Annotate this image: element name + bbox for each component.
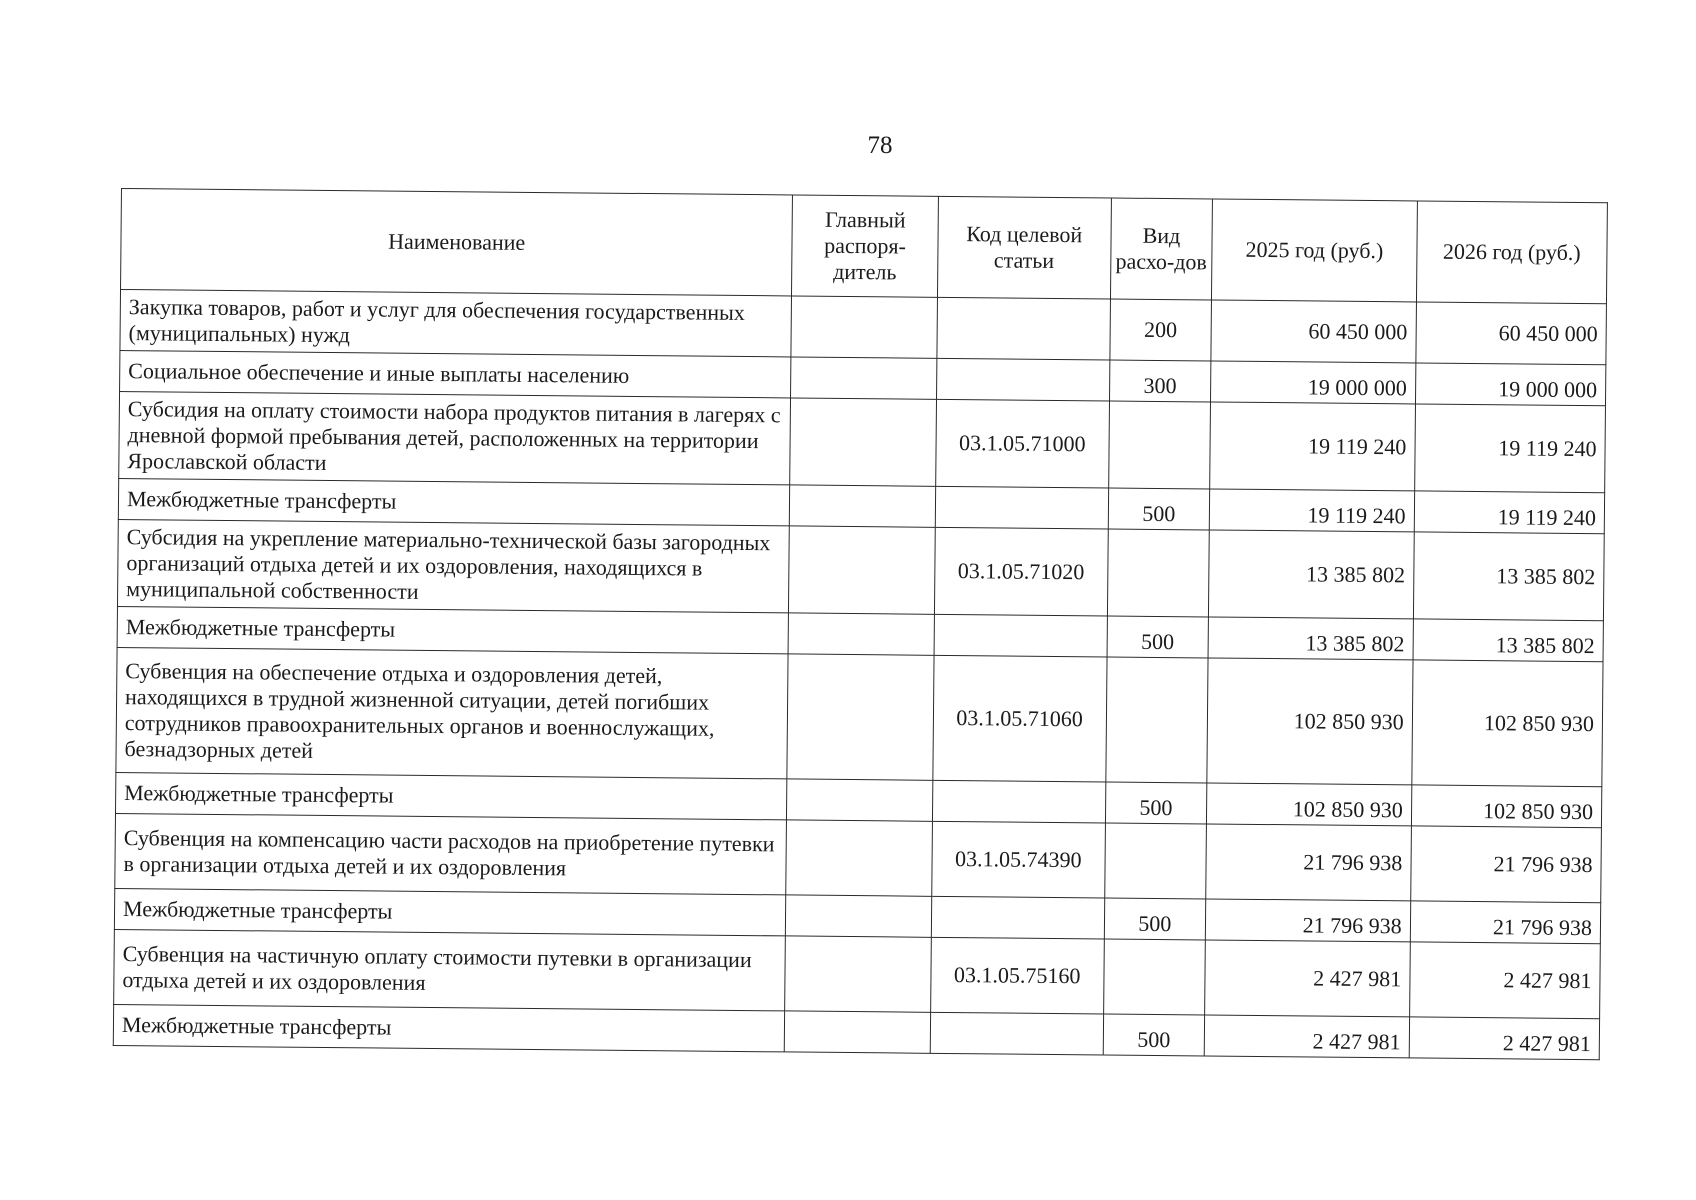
table-row [119, 391, 1606, 492]
cell-code: 03.1.05.71020 [934, 527, 1108, 616]
cell-kind [1108, 401, 1211, 489]
budget-table [113, 188, 1608, 1060]
cell-code: 03.1.05.75160 [930, 937, 1103, 1014]
cell-2026: 2 427 981 [1409, 1017, 1600, 1060]
cell-2026: 102 850 930 [1412, 660, 1603, 787]
cell-2026: 19 119 240 [1414, 491, 1605, 534]
cell-code: 03.1.05.71060 [933, 655, 1107, 782]
cell-kind [1107, 529, 1210, 617]
cell-admin [791, 357, 937, 399]
cell-2025: 2 427 981 [1204, 1015, 1409, 1058]
cell-2026: 21 796 938 [1410, 826, 1601, 903]
cell-name: Субвенция на частичную оплату стоимости путевки в организации отдыха детей и их оздоровления [114, 929, 786, 1010]
cell-name: Субсидия на оплату стоимости набора продуктов питания в лагерях с дневной формой пребывания детей, расположенных на территории Ярославской области [119, 391, 791, 484]
cell-2025: 102 850 930 [1207, 783, 1412, 826]
cell-kind [1105, 657, 1208, 783]
cell-2025: 19 119 240 [1210, 402, 1415, 491]
cell-kind [1104, 823, 1206, 899]
table-row [114, 929, 1601, 1018]
cell-code [936, 358, 1109, 401]
cell-admin [789, 526, 935, 614]
cell-2026: 21 796 938 [1410, 901, 1601, 944]
cell-kind: 200 [1109, 299, 1211, 361]
cell-2026: 2 427 981 [1409, 942, 1600, 1019]
cell-2025: 19 000 000 [1211, 361, 1416, 404]
cell-2026: 60 450 000 [1416, 302, 1607, 365]
cell-2025: 21 796 938 [1206, 824, 1411, 901]
cell-kind [1103, 939, 1205, 1015]
cell-code [930, 1012, 1103, 1055]
cell-2026: 13 385 802 [1413, 619, 1604, 662]
cell-name: Субвенция на обеспечение отдыха и оздоровления детей, находящихся в трудной жизненной ситуации, детей погибших сотрудников правоохранительных органов и военнослужащих, безнадзорных детей [116, 647, 789, 778]
header-admin: Главный распоря-дитель [792, 195, 938, 297]
table-row [115, 813, 1602, 902]
cell-kind: 500 [1107, 616, 1209, 658]
cell-2025: 19 119 240 [1210, 489, 1415, 532]
cell-code [931, 896, 1104, 939]
header-2025: 2025 год (руб.) [1212, 199, 1417, 302]
cell-name: Межбюджетные трансферты [114, 888, 786, 935]
cell-2025: 21 796 938 [1206, 899, 1411, 942]
cell-2026: 102 850 930 [1411, 785, 1602, 828]
cell-code [932, 780, 1105, 823]
cell-name: Межбюджетные трансферты [115, 772, 787, 819]
cell-kind: 500 [1103, 1014, 1205, 1056]
header-code: Код целевой статьи [937, 196, 1111, 299]
cell-admin [787, 654, 934, 780]
cell-code [935, 486, 1108, 529]
cell-kind: 300 [1109, 360, 1211, 402]
table-row [116, 647, 1603, 786]
cell-2025: 102 850 930 [1207, 658, 1413, 785]
page-number: 78 [867, 132, 893, 159]
cell-2026: 13 385 802 [1413, 532, 1604, 621]
cell-name: Межбюджетные трансферты [118, 478, 790, 525]
cell-admin [791, 296, 937, 358]
cell-code: 03.1.05.74390 [932, 821, 1105, 898]
cell-name: Межбюджетные трансферты [117, 606, 789, 653]
table-row [117, 519, 1604, 620]
cell-name: Социальное обеспечение и иные выплаты населению [120, 350, 792, 397]
cell-name: Межбюджетные трансферты [113, 1004, 785, 1051]
cell-admin [788, 613, 934, 655]
cell-name: Субвенция на компенсацию части расходов на приобретение путевки в организации отдыха детей и их оздоровления [115, 813, 787, 894]
cell-name: Закупка товаров, работ и услуг для обеспечения государственных (муниципальных) нужд [120, 290, 792, 357]
cell-kind: 500 [1108, 488, 1210, 530]
cell-admin [790, 485, 936, 527]
cell-code [937, 297, 1110, 360]
header-name: Наименование [121, 189, 793, 296]
cell-name: Субсидия на укрепление материально-технической базы загородных организаций отдыха детей и их оздоровления, находящихся в муниципальной собственности [117, 519, 789, 612]
cell-2026: 19 119 240 [1414, 404, 1605, 493]
cell-kind: 500 [1105, 782, 1207, 824]
cell-kind: 500 [1104, 898, 1206, 940]
header-kind: Вид расхо-дов [1110, 198, 1213, 300]
cell-2025: 13 385 802 [1209, 530, 1414, 619]
budget-table-wrapper [113, 188, 1608, 1060]
cell-code: 03.1.05.71000 [935, 399, 1109, 488]
cell-2025: 60 450 000 [1211, 300, 1416, 363]
header-2026: 2026 год (руб.) [1416, 201, 1607, 304]
cell-admin [786, 895, 932, 937]
cell-admin [790, 398, 936, 486]
cell-2025: 13 385 802 [1208, 617, 1413, 660]
cell-2026: 19 000 000 [1415, 363, 1606, 406]
table-header-row [121, 189, 1608, 304]
cell-2025: 2 427 981 [1205, 940, 1410, 1017]
cell-admin [785, 936, 931, 1012]
cell-admin [785, 1011, 931, 1053]
cell-admin [787, 779, 933, 821]
cell-code [934, 614, 1107, 657]
cell-admin [786, 820, 932, 896]
